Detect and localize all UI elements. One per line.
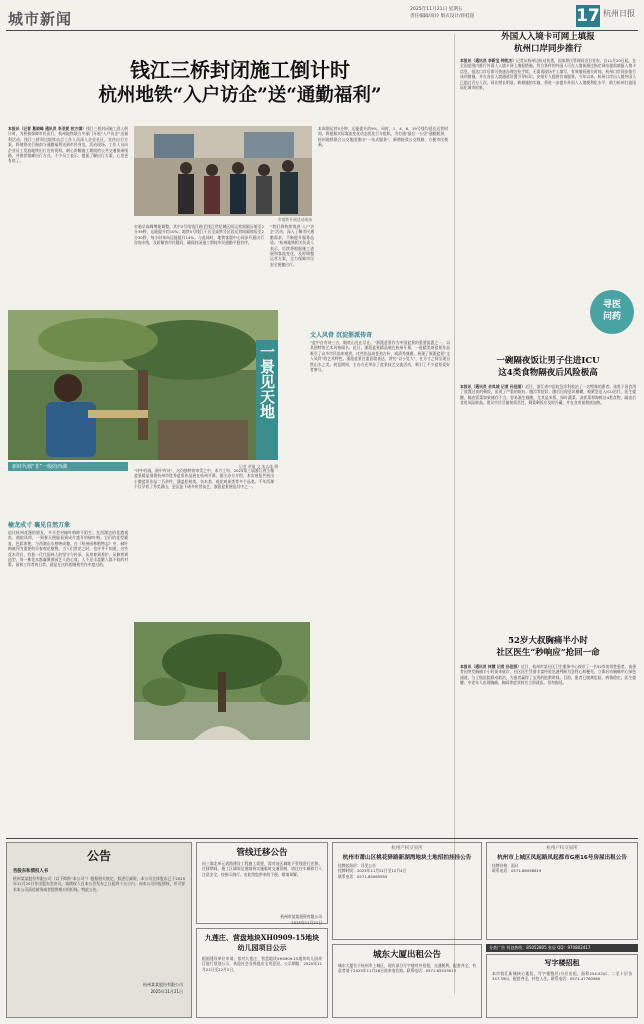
ads-top-divider bbox=[6, 838, 638, 839]
feature-photo-main bbox=[8, 310, 278, 460]
notice-subtitle: 告股东和债权人书 bbox=[13, 869, 49, 874]
hall-ad bbox=[332, 944, 482, 1018]
right-mid-title-line1: 一碗隔夜饭让男子住进ICU bbox=[496, 356, 600, 366]
relocation-date: 2025年11月21日 bbox=[291, 920, 322, 925]
feature-photo-bonsai bbox=[134, 622, 310, 740]
kindergarten-ad bbox=[196, 928, 328, 1018]
lead-body-col2: 实施早高峰增能调整。其中2号线钱江路至钱江世纪城区间运营间隔压缩至2分39秒，运能提升约10%；地铁5号线江干区至高铁号区段运营间隔缩短至2分30秒，每小时单向运能提升14%。与此同时，地铁客服中心同步开通出行咨询专线，及时解答市民疑问，确保封闭施工期间市民通勤平稳有序。 bbox=[134, 224, 264, 246]
lead-body-col3: 本周期运营5分钟，运能提升约9%。同时，1、4、6、19号线均延长运营时间，将根据实际客流变化动态优化行车组织。为打通“最后一公里”通勤瓶颈，杭州地铁联合公交集团推出“一站式服务”，新增接驳公交线路，方便市民换乘。 bbox=[318, 126, 448, 148]
notice-sign: 杭州某某股份有限公司 bbox=[143, 982, 183, 987]
office-body: 本市钱江新城核心地段，写字楼整层/分层出租，面积254.52㎡、二至十层各347.39㎡，配套齐全，拎包入住。联系电话：0571-47760960 bbox=[492, 971, 632, 982]
right-bottom-title-line2: 社区医生“秒响应”抢回一命 bbox=[496, 648, 600, 658]
health-column-badge bbox=[590, 290, 634, 334]
kindergarten-title-line1: 九莲庄、营盘地块XH0909-15地块 bbox=[204, 933, 320, 942]
section-name: 城市新闻 bbox=[8, 10, 73, 28]
hall-title: 城东大厦出租公告 bbox=[372, 950, 441, 960]
relocation-title: 管线迁移公告 bbox=[236, 848, 288, 858]
right-top-byline: 本报讯（通讯员 李新宝 钟凯杰） bbox=[460, 58, 516, 63]
right-top-title-line1: 外国人入境卡可网上填报 bbox=[501, 32, 595, 42]
feature-author: 记者 余倩 文 朱志练 摄 bbox=[239, 464, 278, 469]
notice-ad bbox=[6, 842, 192, 1018]
lead-body-col1 bbox=[8, 126, 128, 326]
auction1-body: 挂牌起始价：详见公告 挂牌时间：2025年11月21日至12月4日 联系电话：0571-85065955 bbox=[338, 863, 407, 879]
lead-text-col1: 钱江三桥封闭施工进入倒计时，为积极保障市民出行，杭州地铁联合多部门开展“入户访企”送福利活动，钱江三桥周边地铁站点工作人员深入企业社区，宣传出行方案，将地铁出行指南与通勤福利送到市民身边。活动现场，工作人员向企业员工发放地铁出行宣传资料，耐心讲解施工期间的公共交通换乘线路，并推荐错峰出行方式。不少员工表示，提前了解出行方案，心里更有底了。 bbox=[8, 126, 128, 164]
right-top-body bbox=[460, 58, 636, 258]
office-ad bbox=[486, 954, 638, 1018]
right-mid-byline: 本报讯（通讯员 余凤城 记者 孙佳丽） bbox=[460, 384, 526, 389]
relocation-body: 因三墩北单元道路建设工程施工需要，需对该区域地下管线进行迁移。迁移期间，施工区域周边道路将实施临时交通管制，请过往车辆和行人注意安全，按指示绕行。由此给您带来的不便，敬请谅解。 bbox=[202, 861, 322, 877]
right-mid-title-line2: 这4类食物隔夜后风险极高 bbox=[498, 368, 598, 378]
right-bottom-body bbox=[460, 664, 636, 834]
auction1-header: 杭州产权交易所 bbox=[391, 846, 423, 851]
auction2-header: 杭州产权交易所 bbox=[546, 846, 578, 851]
feature-ribbon: 新时代城“非”一般的西湖 bbox=[8, 462, 128, 471]
header-editors: 责任编辑/高玲 版式设计/蒋桂超 bbox=[410, 14, 475, 19]
feature-banner-text: 一景见天地 bbox=[258, 344, 276, 419]
header-divider bbox=[6, 30, 638, 31]
relocation-sign: 杭州市某某投资有限公司 bbox=[280, 914, 322, 919]
right-top-title-line2: 杭州口岸同步推行 bbox=[513, 44, 582, 54]
office-title: 写字楼招租 bbox=[544, 958, 580, 967]
lead-photo bbox=[134, 126, 312, 216]
right-bottom-byline: 本报讯（通讯员 林慧 记者 孙佳丽） bbox=[460, 664, 521, 669]
right-bottom-text: 近日，杭州市某社区卫生服务中心接诊了一名52岁的男性患者。该患者因突发胸痛半小时前来就诊，社区医生凭借丰富经验迅速判断为急性心肌梗死，立即启动胸痛中心绿色通道，与上级医院联动救治，为患者赢得了宝贵的抢救时间。目前，患者已脱离危险，病情稳定。医生提醒，中老年人出现胸痛、胸闷等症状时应立即就医，切勿拖延。 bbox=[460, 664, 636, 686]
auction2-title: 杭州市上城区凤起路凤起都市G座16号房屋出租公告 bbox=[497, 855, 627, 861]
kindergarten-title-line2: 幼儿园项目公示 bbox=[237, 943, 287, 952]
header-meta bbox=[410, 6, 474, 20]
classified-bar: 分类广告 刊登热线：85052805 张辰 QQ：970802417 bbox=[486, 944, 638, 952]
kindergarten-body: 根据建设单位申请，拟对九莲庄、营盘地块XH0909-15地块幼儿园项目进行规划公示，欢迎社会各界提出宝贵意见。公示期限：2025年11月21日至12月5日。 bbox=[202, 956, 322, 972]
lead-body-col4: “我们将持续推进‘入户访企’活动，深入了解市民通勤需求，不断提升服务品质。”杭州地铁相关负责人表示，后续将根据施工进展和客流变化，及时调整运营方案，全力保障市民安全便捷出行。 bbox=[270, 224, 314, 267]
auction1-title: 杭州市萧山区桃花驿路新湖湾地块土地招拍挂挂公告 bbox=[342, 855, 472, 861]
right-bottom-title-line1: 52岁大叔胸痛半小时 bbox=[508, 636, 588, 646]
page-number: 17 bbox=[576, 6, 600, 26]
auction1-ad bbox=[332, 842, 482, 940]
paper-logo: 杭州日报 bbox=[603, 9, 635, 18]
hall-body: 城东大厦位于杭州市上城区，现有部分写字楼对外招租，交通便利，配套齐全。有意者请于2025年11月28日前来电咨询。联系电话：0571-85529013 bbox=[338, 963, 476, 974]
auction2-ad bbox=[486, 842, 638, 940]
auction2-body: 挂牌价格：面议 联系电话：0571-88058819 bbox=[492, 863, 542, 874]
right-mid-body bbox=[460, 384, 636, 604]
feature-subhead-left: 榆龙成寸 襄见自然万象 bbox=[8, 522, 71, 529]
lead-title-line1: 钱江三桥封闭施工倒计时 bbox=[130, 58, 350, 82]
header-date: 2025年11月21日 星期五 bbox=[410, 7, 463, 12]
gardener-photo bbox=[8, 310, 278, 460]
feature-text-bottom: “诗中有画，画中有诗”，这份独特的审美之中，本月上旬，2025第三届浙江省小微盆景精品展暨杭州市优秀盆景作品展在杭州开幕。据主办方介绍，本次展览共展出小微盆景作品二百余件，涵盖松柏类、杂木类、观花观果类等多个品类。千年西湖不仅孕育了秀美湖山，更沉淀下诸多传世技艺，浙派盆景便是其中之一。 bbox=[134, 468, 274, 490]
lead-photo-image bbox=[134, 126, 312, 216]
lead-title-line2: 杭州地铁“入户访企”送“通勤福利” bbox=[98, 85, 382, 106]
feature-text-left: 追比杭州花漫的朋友，多半会对榆叶梅抑不陌生。在西湖边的花港观鱼、曲院风荷，一到春天便能看到成片盛开的榆叶梅。它们的花型繁复，色彩浓艳，与西湖山水相映成趣。在《杭州园林植物志》中，榆叶梅被列为重要的早春观花植物。当人们赏花之时，也许并不知道，这些花木背后，有着一代代园林人的坚守与传承。从培育到养护，从修剪到造型，每一株花木都凝聚着园艺人的心血。人不足丰盈繁人都不妨的对策，园林工作者的日常，就是在这样的细致劳作中度过的。 bbox=[8, 530, 128, 568]
notice-body: 杭州某某股份有限公司（以下简称“本公司”）根据相关规定，拟进行减资。本公司全体股东已于2025年11月20日作出股东会决议。请债权人自本公告发布之日起四十五日内，向本公司申报债权，并可要求本公司清偿债务或者提供相应的担保。特此公告。 bbox=[13, 876, 185, 892]
relocation-ad bbox=[196, 842, 328, 924]
lead-byline: 本报讯（记者 葛晓峰 通讯员 李亚妮 杭方娟） bbox=[8, 126, 86, 131]
right-mid-text: 近日，浙江省中医院急诊科收治了一名特殊的患者。该男子因食用了放置过夜的剩饭，出现了严重的呕吐、腹泻等症状，随后出现意识模糊，被紧急送入ICU治疗。医生提醒，隔夜饭菜如果储存不当，容易滋生细菌，尤其是米饭、绿叶蔬菜、凉拌菜和海鲜这4类食物，隔夜后食用风险极高。建议市民尽量按需烹饪，剩菜剩饭应及时冷藏，并在食用前彻底加热。 bbox=[460, 384, 636, 406]
feature-banner bbox=[256, 340, 278, 460]
notice-title: 公告 bbox=[86, 849, 111, 863]
feature-column-title: 文人风骨 沉淀浙派传奇 bbox=[310, 332, 373, 339]
notice-date: 2025年11月21日 bbox=[150, 989, 183, 994]
right-top-text: 记者从杭州边检站获悉，国家移民管理局近日宣布，自11月20日起，在全国范围内推行外国人入境卡网上填报措施。符合条件的外国人可在入境前通过指定网站提前填报入境卡信息，抵达口岸后即可快速办理边检手续，无需再现场手工填写，有效缩短通关时间。杭州口岸同步推行该项措施，并在各出入境通道设置引导标识，安排专人提供咨询服务。今年以来，杭州口岸出入境外国人已超过百万人次，同比增长明显。新措施的实施，将进一步提升外国人入境便利化水平，助力杭州打造国际化城市形象。 bbox=[460, 58, 636, 91]
lead-photo-caption: 市地铁开展活动现场 bbox=[277, 217, 312, 222]
bonsai-garden-photo bbox=[134, 622, 310, 740]
health-badge-top: 寻医 bbox=[602, 300, 621, 310]
health-badge-bottom: 问药 bbox=[602, 312, 621, 322]
feature-text-right: “盆中自有诗三古，眼底山光在尽在。”浙派盆景作为中国盆景的重要流派之一，以其独特的艺术风格闻名。近日，浙派盆景精品展在杭州开幕，一批精美的盆景作品吸引了众多市民前来观赏。这些作品或苍劲古朴，或清秀典雅，展现了浙派盆景“文人风骨”的艺术特色。浙派盆景注重意境表达，讲究“以小见大”，在方寸之间呈现自然山水之美。展览期间，主办方还举办了盆景技艺交流活动，吸引了不少盆景爱好者参与。 bbox=[310, 340, 450, 373]
